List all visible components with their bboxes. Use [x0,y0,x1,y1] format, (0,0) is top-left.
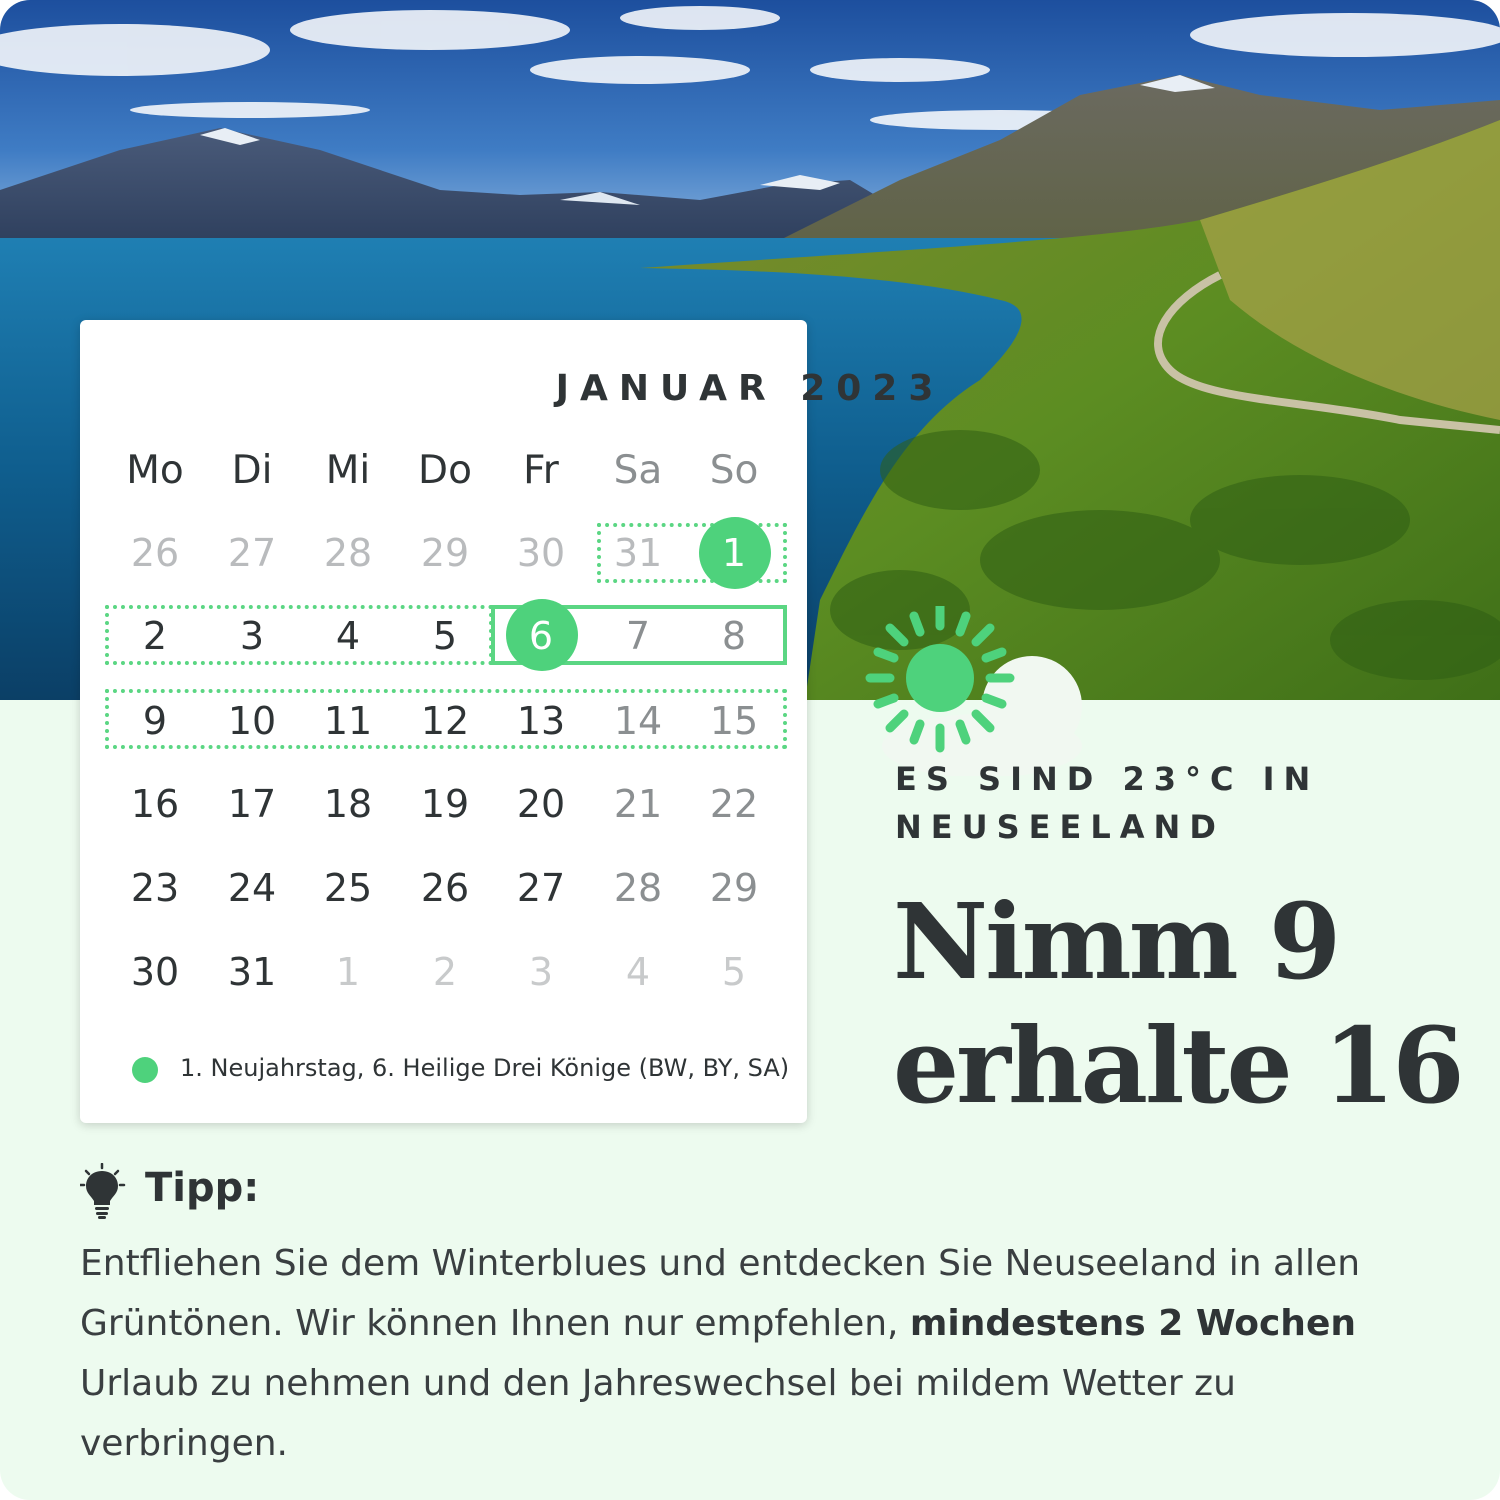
calendar-day: 13 [516,699,566,743]
calendar-day: 14 [613,699,663,743]
tip-text-part-1: Entfliehen Sie dem Winterblues und entdecken Sie Neuseeland in allen Grüntönen. Wir können Ihnen nur empfehlen, [80,1243,1361,1344]
calendar-day: 25 [323,866,373,910]
calendar-day: 6 [528,614,554,658]
tip-text [80,1234,1430,1474]
calendar-day: 28 [613,866,663,910]
headline-line-1: Nimm 9 [893,880,1339,1003]
calendar-day: 22 [709,782,759,826]
sun-cloud-icon [862,606,1122,776]
calendar-day: 5 [721,950,747,994]
calendar-day: 2 [142,614,168,658]
calendar-day: 27 [516,866,566,910]
calendar-day: 16 [130,782,180,826]
weekday-header-1: Mo [126,448,184,493]
calendar-day: 3 [239,614,265,658]
calendar-day: 17 [227,782,277,826]
holiday-legend-dot [132,1057,158,1083]
calendar-day: 24 [227,866,277,910]
calendar-day: 8 [721,614,747,658]
calendar-day: 28 [323,531,373,575]
calendar-day: 26 [130,531,180,575]
headline [893,880,1493,1128]
calendar-day: 31 [613,531,663,575]
calendar-day: 23 [130,866,180,910]
calendar-day: 29 [420,531,470,575]
calendar-day: 29 [709,866,759,910]
weekday-header-6: Sa [613,448,663,493]
headline-line-2: erhalte 16 [893,1004,1462,1127]
calendar-month-title: JANUAR 2023 [555,368,945,409]
calendar-day: 3 [528,950,554,994]
weekday-header-3: Mi [325,448,371,493]
calendar-day: 26 [420,866,470,910]
calendar-day: 2 [432,950,458,994]
calendar-day: 12 [420,699,470,743]
calendar-day: 1 [721,531,747,575]
calendar-day: 7 [625,614,651,658]
calendar-day: 15 [709,699,759,743]
tip-label: Tipp: [145,1165,260,1211]
weekday-header-4: Do [418,448,472,493]
weekday-header-7: So [709,448,759,493]
temperature-kicker: ES SIND 23°C IN NEUSEELAND [895,760,1320,846]
calendar-day: 11 [323,699,373,743]
calendar-day: 4 [335,614,361,658]
calendar-day: 9 [142,699,168,743]
calendar-day: 27 [227,531,277,575]
weekday-header-5: Fr [523,448,559,493]
calendar-day: 30 [516,531,566,575]
calendar-day: 10 [227,699,277,743]
calendar-day: 4 [625,950,651,994]
lightbulb-icon [80,1163,128,1219]
calendar-day: 19 [420,782,470,826]
calendar-day: 5 [432,614,458,658]
calendar-day: 18 [323,782,373,826]
calendar-day: 1 [335,950,361,994]
holiday-legend: 1. Neujahrstag, 6. Heilige Drei Könige (BW, BY, SA) [180,1054,790,1082]
calendar-day: 20 [516,782,566,826]
tip-text-bold: mindestens 2 Wochen [909,1303,1356,1344]
tip-text-part-2: Urlaub zu nehmen und den Jahreswechsel bei mildem Wetter zu verbringen. [80,1363,1236,1464]
calendar-day: 30 [130,950,180,994]
calendar-day: 31 [227,950,277,994]
weekday-header-2: Di [231,448,273,493]
calendar-day: 21 [613,782,663,826]
